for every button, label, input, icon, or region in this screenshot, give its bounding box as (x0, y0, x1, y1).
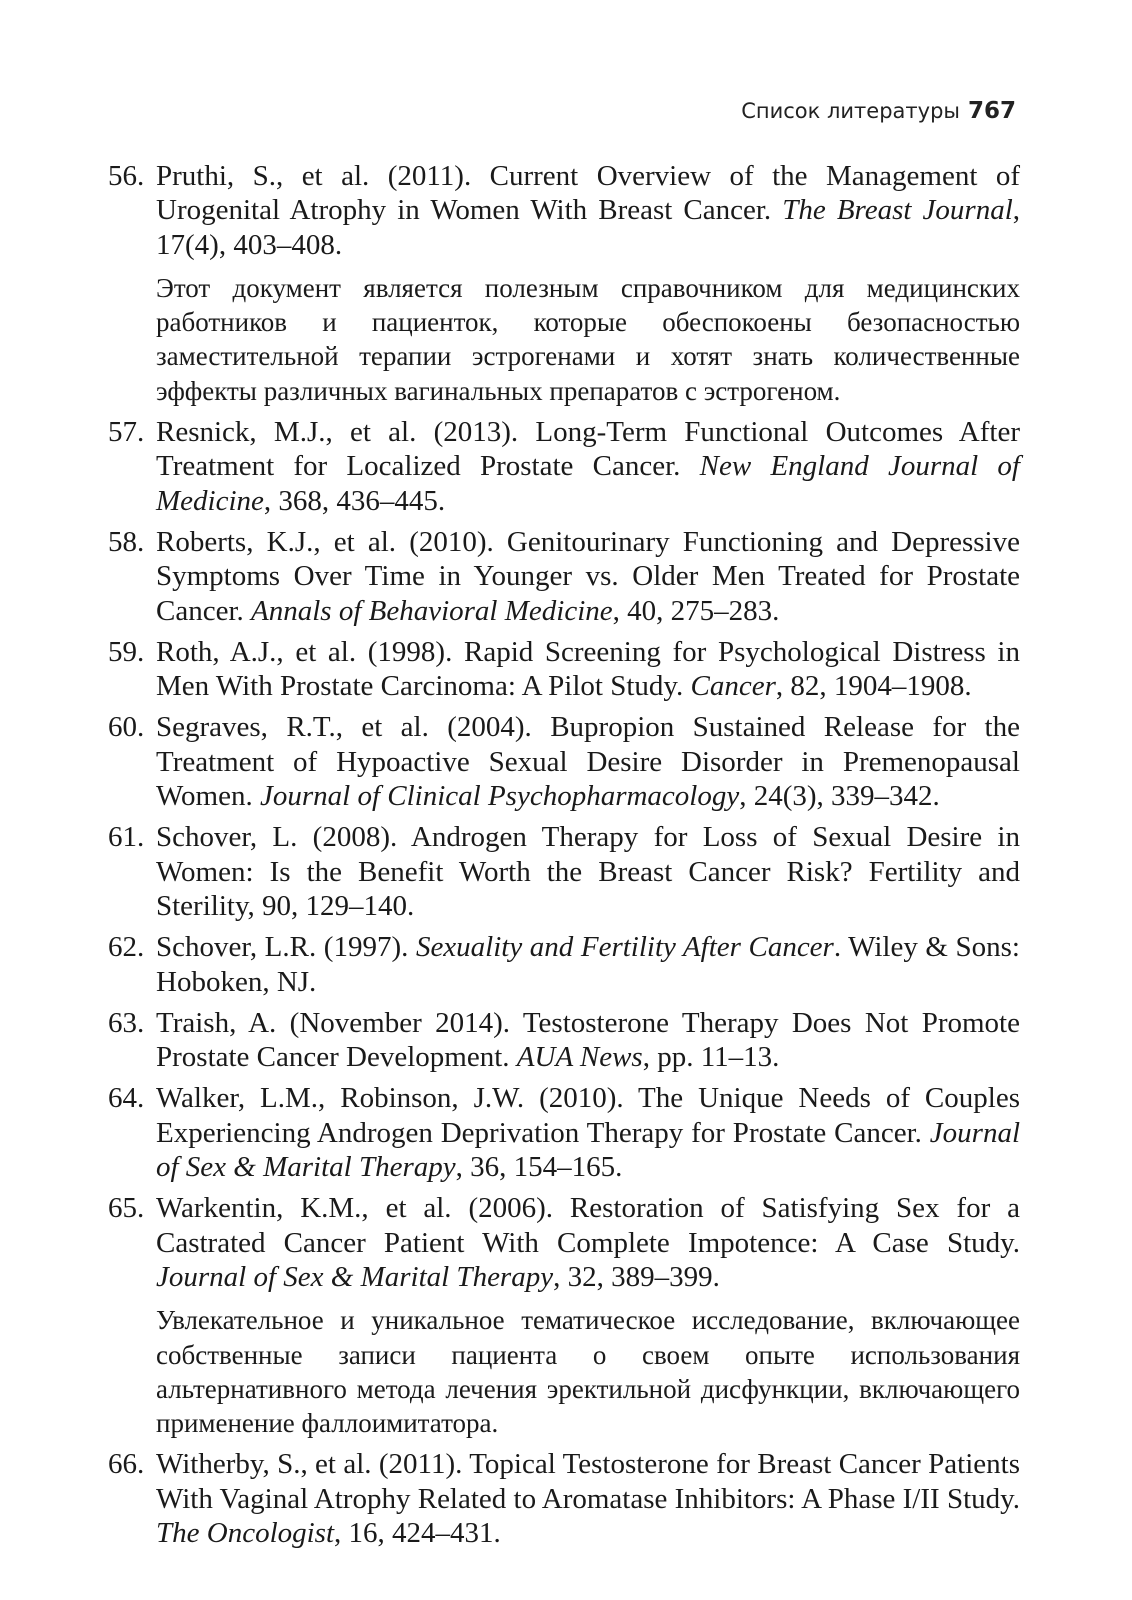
reference-citation: Warkentin, K.M., et al. (2006). Restoration of Satisfying Sex for a Castrated Cancer Patient With Complete Impotence: A Case Study. Journal of Sex & Marital Therapy, 32, 389–399. (156, 1192, 1020, 1293)
page-number: 767 (967, 98, 1016, 124)
section-title: Список литературы (741, 99, 960, 123)
reference-list (108, 159, 1020, 1557)
journal-title: Cancer (690, 670, 776, 703)
journal-title: New England Journal of Medicine (156, 450, 1020, 517)
reference-citation: Witherby, S., et al. (2011). Topical Testosterone for Breast Cancer Patients With Vaginal Atrophy Related to Aromatase Inhibitors: A Phase I/II Study. The Oncologist, 16, 424–431. (156, 1448, 1020, 1549)
reference-number: 64. (108, 1082, 145, 1115)
reference-citation: Segraves, R.T., et al. (2004). Bupropion Sustained Release for the Treatment of Hypoactive Sexual Desire Disorder in Premenopausal Women. Journal of Clinical Psychopharmacology, 24(3), 339–342. (156, 711, 1020, 813)
reference-item (108, 1447, 1020, 1550)
reference-item (108, 525, 1020, 628)
reference-number: 62. (108, 931, 145, 964)
reference-citation: Schover, L.R. (1997). Sexuality and Fertility After Cancer. Wiley & Sons: Hoboken, NJ. (156, 931, 1020, 998)
journal-title: Journal of Clinical Psychopharmacology (259, 780, 740, 813)
reference-annotation: Этот документ является полезным справочником для медицинских работников и пациенток, которые обеспокоены безопасностью заместительной терапии эстрогенами и хотят знать количественные эффекты различных вагинальных препаратов с эстрогеном. (156, 272, 1020, 406)
reference-citation: Roberts, K.J., et al. (2010). Genitourinary Functioning and Depressive Symptoms Over Time in Younger vs. Older Men Treated for Prostate Cancer. Annals of Behavioral Medicine, 40, 275–283. (156, 525, 1020, 627)
reference-item (108, 635, 1020, 704)
journal-title: Annals of Behavioral Medicine (251, 594, 613, 627)
running-head (741, 98, 1016, 124)
reference-item (108, 1081, 1020, 1184)
journal-title: Journal of Sex & Marital Therapy (156, 1116, 1020, 1184)
journal-title: The Breast Journal (782, 194, 1013, 227)
reference-item (108, 1191, 1020, 1440)
reference-item (108, 930, 1020, 999)
reference-item (108, 415, 1020, 518)
reference-annotation: Увлекательное и уникальное тематическое исследование, включающее собственные записи пациента о своем опыте использования альтернативного метода лечения эректильной дисфункции, включающего применение фаллоимитатора. (156, 1305, 1020, 1439)
reference-number: 65. (108, 1192, 145, 1225)
reference-item (108, 710, 1020, 813)
reference-citation: Resnick, M.J., et al. (2013). Long-Term Functional Outcomes After Treatment for Localized Prostate Cancer. New England Journal of Medicine, 368, 436–445. (156, 416, 1020, 517)
reference-number: 57. (108, 416, 145, 449)
reference-citation: Schover, L. (2008). Androgen Therapy for Loss of Sexual Desire in Women: Is the Benefit Worth the Breast Cancer Risk? Fertility and Sterility, 90, 129–140. (156, 821, 1020, 922)
reference-number: 59. (108, 635, 145, 668)
journal-title: AUA News (516, 1041, 643, 1074)
reference-number: 56. (108, 160, 145, 192)
reference-citation: Roth, A.J., et al. (1998). Rapid Screening for Psychological Distress in Men With Prostate Carcinoma: A Pilot Study. Cancer, 82, 1904–1908. (156, 635, 1020, 703)
reference-citation: Pruthi, S., et al. (2011). Current Overview of the Management of Urogenital Atrophy in Women With Breast Cancer. The Breast Journal, 17(4), 403–408. (156, 160, 1020, 261)
reference-number: 58. (108, 525, 145, 558)
reference-number: 63. (108, 1006, 145, 1039)
reference-number: 61. (108, 821, 145, 854)
reference-item (108, 159, 1020, 408)
reference-citation: Walker, L.M., Robinson, J.W. (2010). The Unique Needs of Couples Experiencing Androgen Deprivation Therapy for Prostate Cancer. Journal of Sex & Marital Therapy, 36, 154–165. (156, 1082, 1020, 1184)
reference-citation: Traish, A. (November 2014). Testosterone Therapy Does Not Promote Prostate Cancer Development. AUA News, pp. 11–13. (156, 1006, 1020, 1074)
journal-title: Journal of Sex & Marital Therapy (156, 1260, 554, 1293)
book-title: Sexuality and Fertility After Cancer (415, 931, 834, 964)
reference-number: 60. (108, 711, 145, 744)
reference-item (108, 820, 1020, 923)
journal-title: The Oncologist (156, 1516, 335, 1549)
reference-number: 66. (108, 1448, 145, 1481)
reference-item (108, 1006, 1020, 1075)
